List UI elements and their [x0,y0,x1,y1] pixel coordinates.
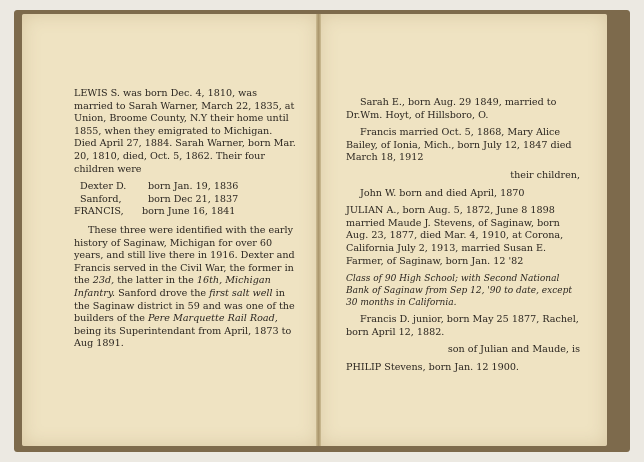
right-page-text [346,97,580,380]
child-birth: born Jan. 19, 1836 [148,181,239,193]
child-birth: born Dec 21, 1837 [148,193,239,205]
history-text: the latter in the [114,275,197,287]
francis-junior-paragraph: Francis D. junior, born May 25 1877, Rachel, born April 12, 1882. [346,314,579,338]
history-italic: Pere Marquette Rail Road, [147,313,278,325]
history-text: These three were identified with the early history of Saginaw, Michigan for over 60 years, and still live there in 1916. Dexter and Francis served in the Civil War, the former in the [74,224,295,287]
child-row [74,206,296,219]
left-page-text [74,88,296,356]
child-name: Sanford, [80,193,122,205]
history-text: being its Superintendant from April, 1873 to Aug 1891. [74,325,292,350]
julian-career-paragraph: Class of 90 High School; with Second National Bank of Saginaw from Sep 12, '90 to date, except 30 months in California. [346,274,572,309]
history-italic: 16th, Michigan Infantry. [74,275,271,299]
child-row [74,194,296,207]
history-text: in the Saginaw district in 59 and was one of the builders of the [74,287,295,325]
child-birth: born June 16, 1841 [142,206,236,218]
children-list [74,181,296,219]
child-row [74,181,296,194]
history-italic: 23d, [92,275,115,287]
their-children-line: their children, [510,169,580,181]
history-paragraph [74,225,296,351]
son-line: son of Julian and Maude, is [447,344,580,356]
book-spine [316,14,321,446]
child-name: FRANCIS, [74,206,124,218]
julian-paragraph: JULIAN A., born Aug. 5, 1872, June 8 1898 married Maude J. Stevens, of Saginaw, born Aug. 23, 1877, died Mar. 4, 1910, at Corona, California July 2, 1913, married Susan E. Farmer, of Saginaw, born Jan. 12 '82 [346,205,564,267]
philip-line: PHILIP Stevens, born Jan. 12 1900. [346,361,519,373]
sarah-paragraph: Sarah E., born Aug. 29 1849, married to Dr.Wm. Hoyt, of Hillsboro, O. [346,97,557,121]
child-name: Dexter D. [80,181,127,193]
john-line: John W. born and died April, 1870 [360,187,525,199]
history-text: Sanford drove the [115,287,210,299]
history-italic: first salt well [209,287,273,299]
francis-marriage-paragraph: Francis married Oct. 5, 1868, Mary Alice Bailey, of Ionia, Mich., born July 12, 1847 died March 18, 1912 [346,127,572,164]
lewis-paragraph: LEWIS S. was born Dec. 4, 1810, was married to Sarah Warner, March 22, 1835, at Union, Broome County, N.Y their home until 1855, when they emigrated to Michigan. Died April 27, 1884. Sarah Warner, born Mar. 20, 1810, died, Oct. 5, 1862. Their four children were [74,88,296,175]
